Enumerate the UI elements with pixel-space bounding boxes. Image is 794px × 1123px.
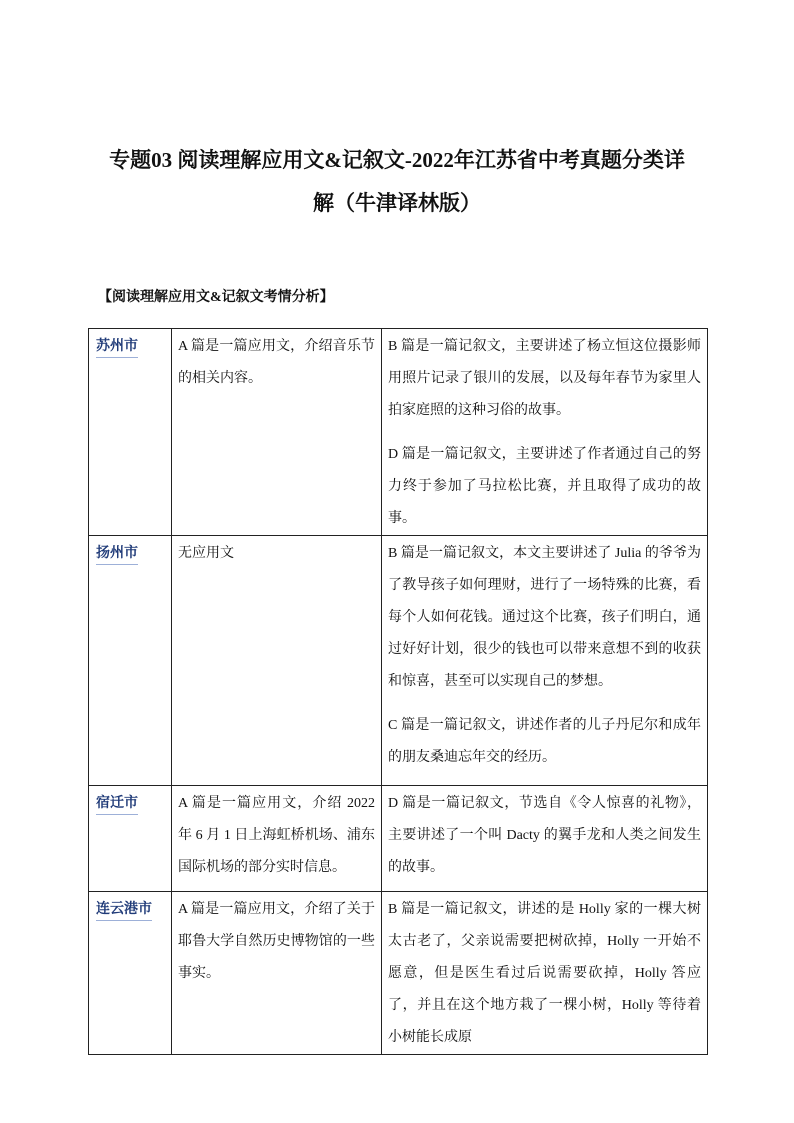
table-row — [89, 536, 708, 786]
practical-text-cell — [172, 536, 382, 786]
narrative-description: B 篇是一篇记叙文，主要讲述了杨立恒这位摄影师用照片记录了银川的发展，以及每年春节为家里人拍家庭照的这种习俗的故事。 — [388, 339, 701, 418]
practical-description: A 篇是一篇应用文，介绍音乐节的相关内容。 — [178, 339, 375, 386]
practical-description: A 篇是一篇应用文，介绍 2022 年 6 月 1 日上海虹桥机场、浦东国际机场的部分实时信息。 — [178, 796, 375, 875]
section-heading: 【阅读理解应用文&记叙文考情分析】 — [98, 290, 334, 305]
city-cell — [89, 329, 172, 536]
practical-text-cell — [172, 892, 382, 1055]
city-name: 宿迁市 — [96, 794, 138, 815]
practical-text-cell — [172, 786, 382, 892]
narrative-text-cell — [382, 892, 708, 1055]
analysis-table — [88, 328, 708, 1055]
narrative-description: B 篇是一篇记叙文，讲述的是 Holly 家的一棵大树太古老了，父亲说需要把树砍掉，Holly 一开始不愿意，但是医生看过后说需要砍掉，Holly 答应了，并且在这个地方栽了一棵小树，Holly 等待着小树能长成原 — [388, 902, 701, 1045]
city-name: 苏州市 — [96, 337, 138, 358]
narrative-text-cell — [382, 536, 708, 786]
city-cell — [89, 536, 172, 786]
narrative-text-cell — [382, 329, 708, 536]
narrative-description: D 篇是一篇记叙文，节选自《令人惊喜的礼物》，主要讲述了一个叫 Dacty 的翼手龙和人类之间发生的故事。 — [388, 796, 701, 875]
practical-description: 无应用文 — [178, 546, 234, 561]
city-cell — [89, 786, 172, 892]
table-row — [89, 786, 708, 892]
narrative-description: C 篇是一篇记叙文，讲述作者的儿子丹尼尔和成年的朋友桑迪忘年交的经历。 — [388, 718, 701, 765]
city-name: 连云港市 — [96, 900, 152, 921]
narrative-description: D 篇是一篇记叙文，主要讲述了作者通过自己的努力终于参加了马拉松比赛，并且取得了成功的故事。 — [388, 447, 701, 526]
city-name: 扬州市 — [96, 544, 138, 565]
practical-text-cell — [172, 329, 382, 536]
practical-description: A 篇是一篇应用文，介绍了关于耶鲁大学自然历史博物馆的一些事实。 — [178, 902, 375, 981]
city-cell — [89, 892, 172, 1055]
table-row — [89, 892, 708, 1055]
page-title: 专题03 阅读理解应用文&记叙文-2022年江苏省中考真题分类详解（牛津译林版） — [109, 148, 685, 215]
narrative-text-cell — [382, 786, 708, 892]
narrative-description: B 篇是一篇记叙文，本文主要讲述了 Julia 的爷爷为了教导孩子如何理财，进行了一场特殊的比赛，看每个人如何花钱。通过这个比赛，孩子们明白，通过好好计划，很少的钱也可以带来意想不到的收获和惊喜，甚至可以实现自己的梦想。 — [388, 546, 701, 689]
table-row — [89, 329, 708, 536]
